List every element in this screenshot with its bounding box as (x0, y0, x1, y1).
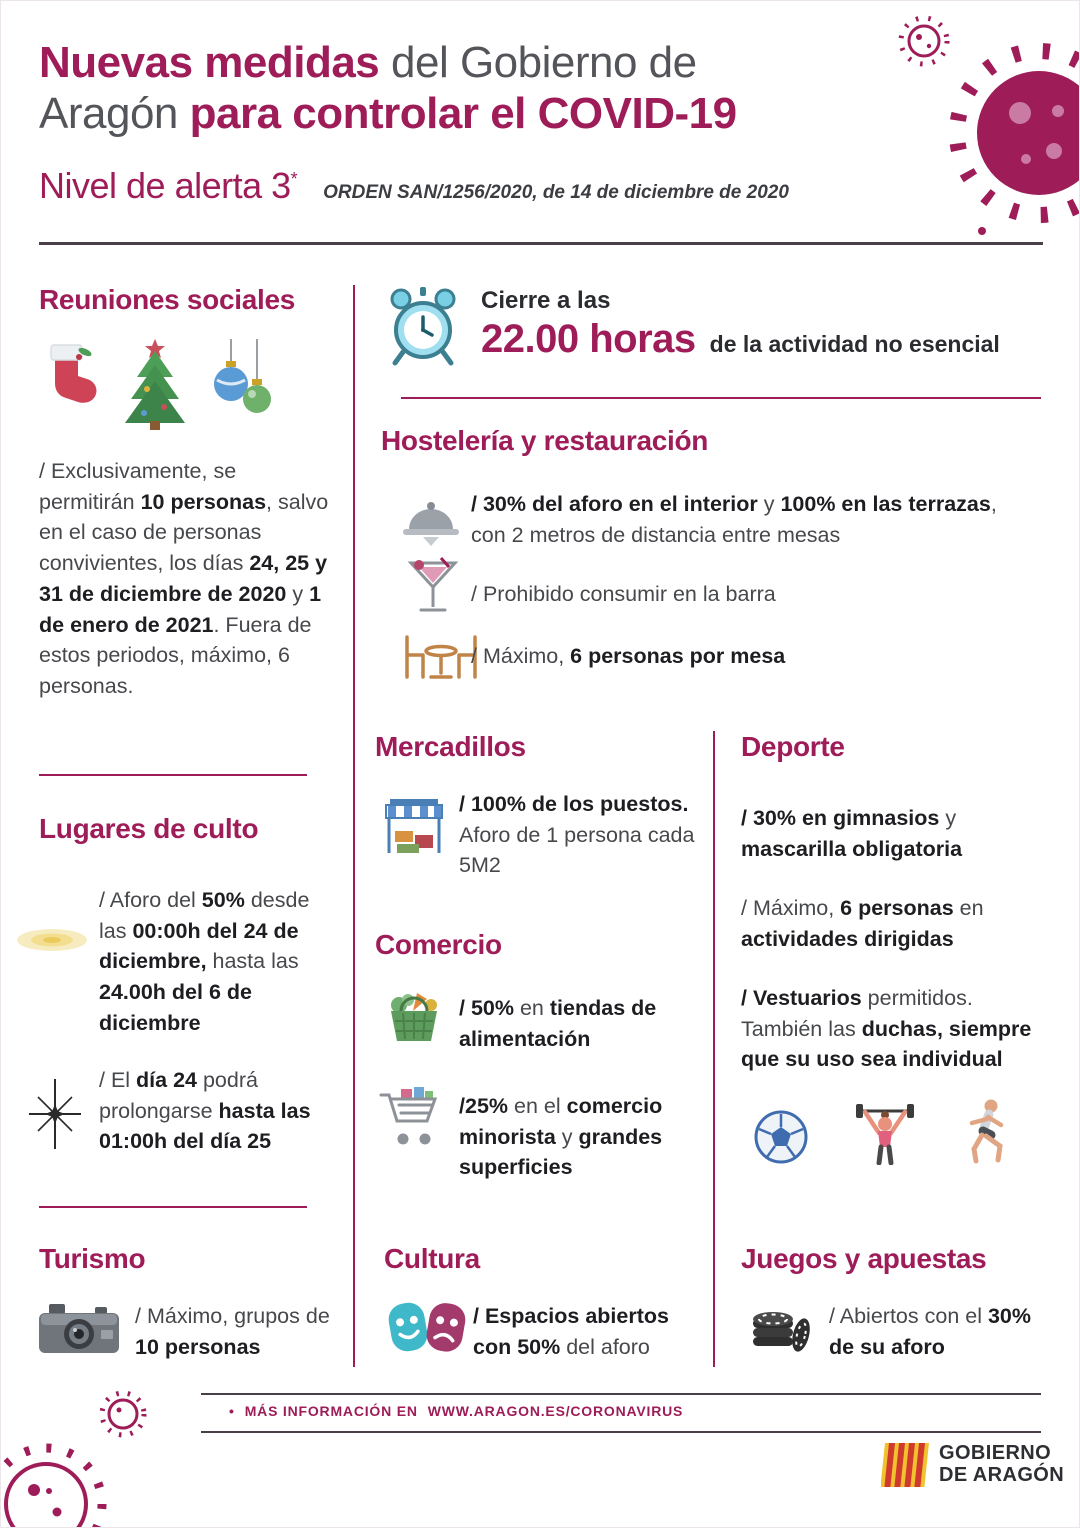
star-icon (23, 1079, 87, 1149)
page-title: Nuevas medidas del Gobierno de Aragón para controlar el COVID-19 (39, 38, 737, 139)
deporte-item-2: / Máximo, 6 personas en actividades dirigidas (741, 896, 984, 951)
alert-asterisk: * (290, 169, 298, 190)
closure-line1: Cierre a las (481, 287, 611, 314)
gobierno-aragon-logo (881, 1443, 1064, 1487)
column-divider-right (713, 731, 715, 1367)
closure-banner (481, 287, 1041, 362)
market-stall-icon (383, 795, 445, 859)
mercadillos-item: / 100% de los puestos. Aforo de 1 persona cada 5M2 (459, 792, 695, 878)
sport-icons (753, 1097, 1013, 1165)
shopping-cart-icon (379, 1087, 443, 1149)
hosteleria-item-1: / 30% del aforo en el interior y 100% en las terrazas, con 2 metros de distancia entre mesas (471, 492, 997, 547)
weightlifter-icon (853, 1097, 917, 1165)
christmas-icons (41, 337, 275, 431)
christmas-tree-icon (119, 337, 191, 431)
section-title-reuniones: Reuniones sociales (39, 284, 296, 315)
poker-chips-icon (749, 1297, 811, 1355)
closure-divider (401, 397, 1041, 399)
juegos-item: / Abiertos con el 30% de su aforo (829, 1304, 1031, 1359)
footer-url[interactable]: WWW.ARAGON.ES/CORONAVIRUS (427, 1403, 684, 1419)
deporte-item-1: / 30% en gimnasios y mascarilla obligatoria (741, 806, 963, 861)
left-divider-1 (39, 774, 307, 776)
aragon-flag-icon (881, 1443, 929, 1487)
section-title-comercio: Comercio (375, 929, 502, 960)
section-title-cultura: Cultura (384, 1243, 480, 1274)
header-divider (39, 242, 1043, 245)
virus-decoration-top-right-icon (884, 1, 1079, 263)
alarm-clock-icon (381, 284, 465, 368)
hosteleria-item-2: / Prohibido consumir en la barra (471, 582, 776, 606)
candle-glow-icon (15, 919, 89, 961)
closure-time: 22.00 horas (481, 317, 696, 361)
footer-divider-bottom (201, 1431, 1041, 1433)
comercio-item-1: / 50% en tiendas de alimentación (459, 996, 657, 1051)
footer-info (229, 1403, 683, 1419)
bullet: • (229, 1403, 235, 1419)
culto-item-1: / Aforo del 50% desde las 00:00h del 24 de diciembre, hasta las 24.00h del 6 de diciembre (99, 888, 310, 1035)
comercio-item-2: /25% en el comercio minorista y grandes superficies (459, 1094, 663, 1180)
soccer-ball-icon (753, 1109, 809, 1165)
reuniones-text: / Exclusivamente, se permitirán 10 personas, salvo en el caso de personas convivientes, los días 24, 25 y 31 de diciembre de 2020 y 1 de enero de 2021. Fuera de estos periodos, máximo, 6 personas. (39, 459, 329, 699)
serving-dish-icon (399, 493, 463, 549)
logo-text: GOBIERNO DE ARAGÓN (939, 1442, 1065, 1486)
left-divider-2 (39, 1206, 307, 1208)
theater-masks-icon (384, 1295, 470, 1359)
section-title-hosteleria: Hostelería y restauración (381, 425, 709, 456)
turismo-item: / Máximo, grupos de 10 personas (135, 1304, 330, 1359)
alert-level: Nivel de alerta 3* (39, 165, 298, 207)
order-reference: ORDEN SAN/1256/2020, de 14 de diciembre de 2020 (323, 182, 789, 204)
deporte-item-3: / Vestuarios permitidos. También las duchas, siempre que su uso sea individual (741, 986, 1032, 1072)
hosteleria-item-3: / Máximo, 6 personas por mesa (471, 644, 786, 668)
runner-icon (961, 1097, 1013, 1165)
column-divider-left (353, 285, 355, 1367)
footer-divider-top (201, 1393, 1041, 1395)
section-title-juegos: Juegos y apuestas (741, 1243, 987, 1274)
ornaments-icon (211, 339, 275, 431)
section-title-culto: Lugares de culto (39, 813, 259, 844)
section-title-turismo: Turismo (39, 1243, 146, 1274)
cocktail-icon (407, 557, 463, 617)
footer-info-text: MÁS INFORMACIÓN EN (244, 1403, 418, 1419)
culto-item-2: / El día 24 podrá prolongarse hasta las 01:00h del día 25 (99, 1068, 311, 1154)
camera-icon (37, 1299, 121, 1357)
virus-decoration-bottom-left-icon (1, 1386, 201, 1528)
header (39, 37, 889, 207)
christmas-stocking-icon (41, 339, 99, 431)
closure-suffix: de la actividad no esencial (709, 331, 1000, 357)
grocery-basket-icon (383, 989, 445, 1051)
section-title-mercadillos: Mercadillos (375, 731, 526, 762)
cultura-item: / Espacios abiertos con 50% del aforo (473, 1304, 669, 1359)
section-title-deporte: Deporte (741, 731, 845, 762)
